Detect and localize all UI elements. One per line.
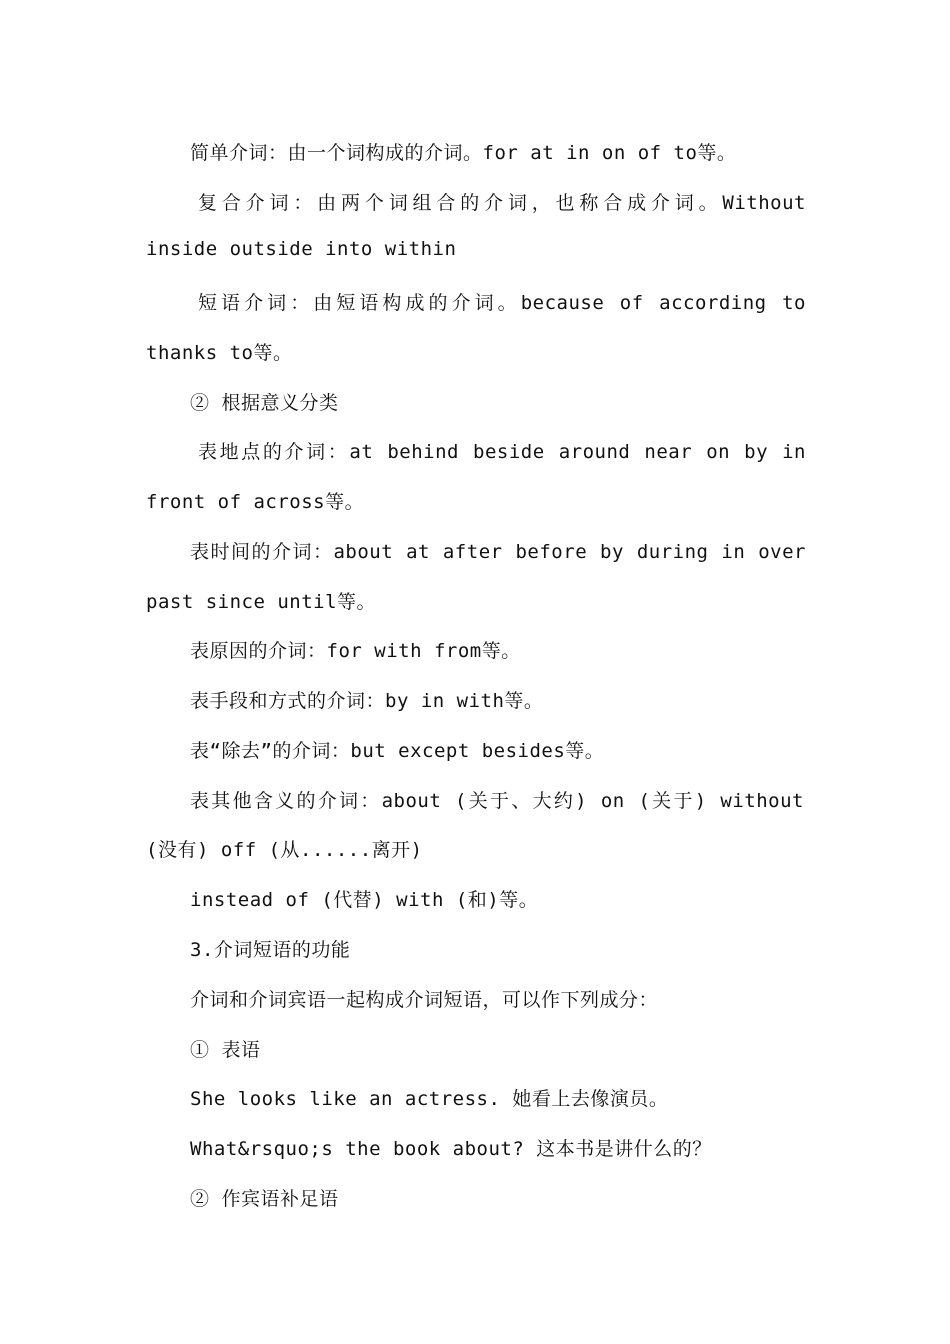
text-line: 表地点的介词：at behind beside around near on by in: [198, 441, 806, 463]
text-line: ② 作宾语补足语: [190, 1188, 339, 1210]
text-line: 表“除去”的介词：but except besides等。: [190, 740, 605, 762]
text-line: 短语介词：由短语构成的介词。because of according to: [198, 292, 806, 314]
text-line: 3.介词短语的功能: [190, 939, 351, 961]
text-line: 表原因的介词：for with from等。: [190, 640, 521, 662]
text-line: 表其他含义的介词：about (关于、大约) on (关于) without: [190, 790, 804, 812]
text-line: inside outside into within: [146, 238, 457, 260]
text-line: thanks to等。: [146, 342, 293, 364]
text-line: past since until等。: [146, 591, 377, 613]
text-line: front of across等。: [146, 491, 365, 513]
text-line: instead of (代替) with (和)等。: [190, 889, 539, 911]
text-line: What&rsquo;s the book about? 这本书是讲什么的？: [190, 1138, 712, 1160]
text-line: She looks like an actress. 她看上去像演员。: [190, 1088, 669, 1110]
text-line: ② 根据意义分类: [190, 392, 339, 414]
text-line: 表手段和方式的介词：by in with等。: [190, 690, 544, 712]
text-line: 表时间的介词：about at after before by during in over: [190, 541, 806, 563]
text-line: 简单介词：由一个词构成的介词。for at in on of to等。: [190, 142, 737, 164]
text-line: (没有) off (从......离开): [146, 839, 423, 861]
text-line: ① 表语: [190, 1039, 261, 1061]
text-line: 复合介词：由两个词组合的介词，也称合成介词。Without: [198, 192, 806, 214]
text-line: 介词和介词宾语一起构成介词短语，可以作下列成分：: [190, 989, 659, 1011]
